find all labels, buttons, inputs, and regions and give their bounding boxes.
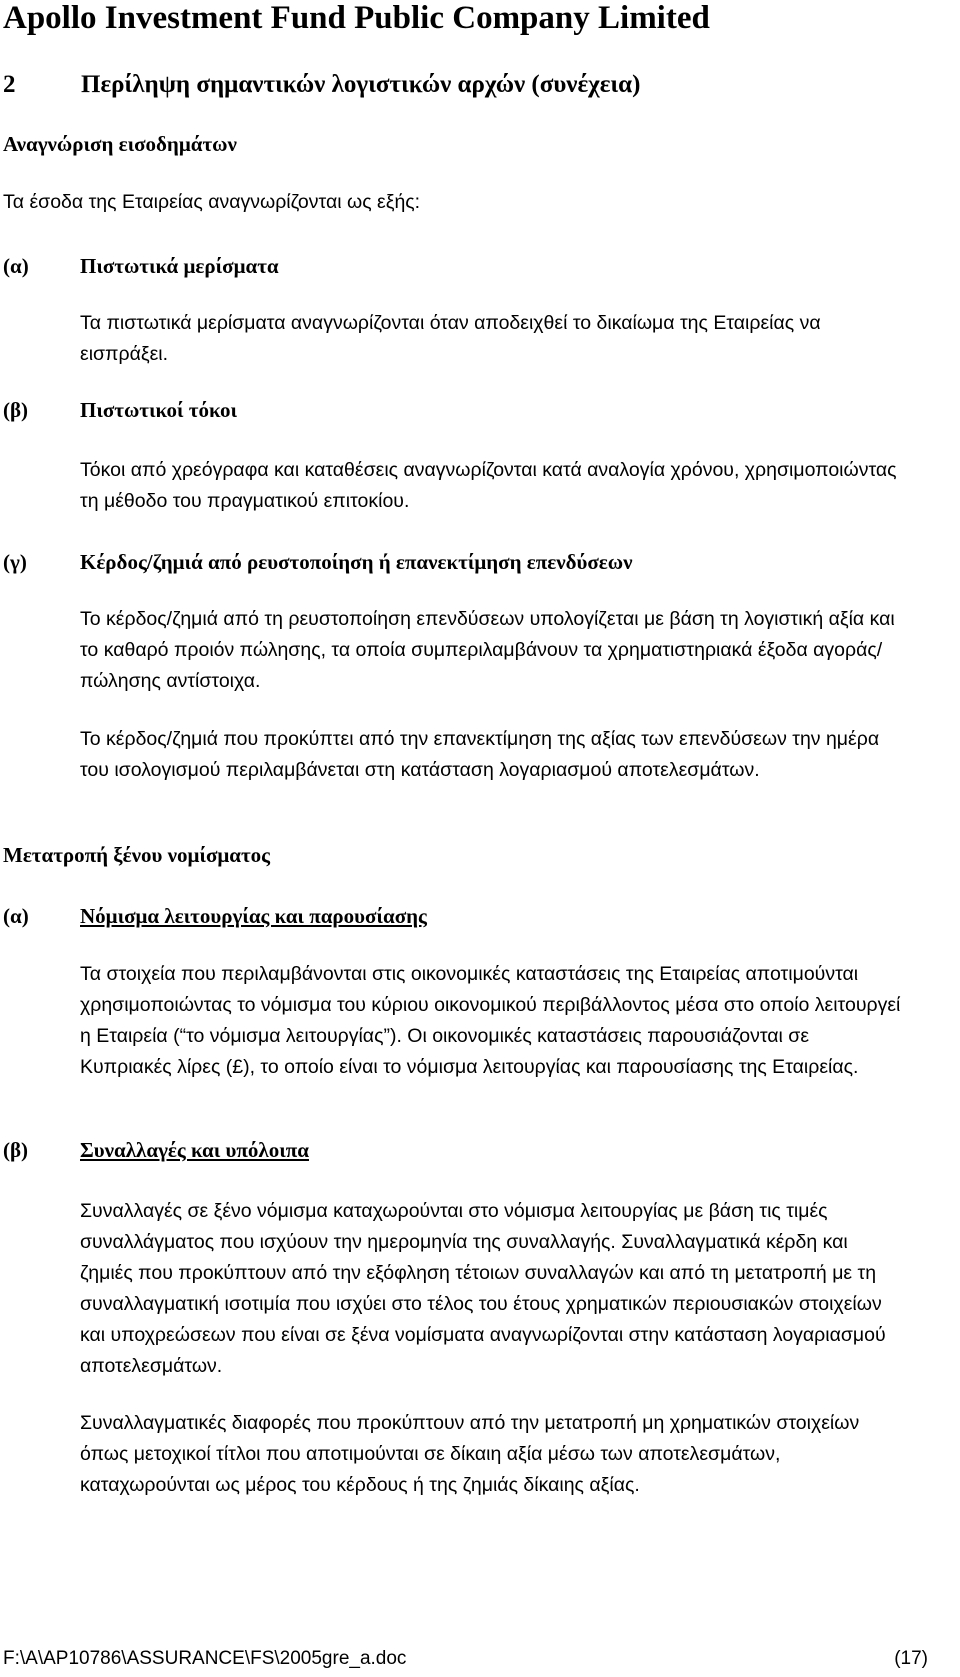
item-label-a: (α) [3, 254, 29, 278]
section-title [3, 71, 640, 99]
item-label-b: (β) [3, 398, 29, 422]
footer-file-path: F:\A\AP10786\ASSURANCE\FS\2005gre_a.doc [3, 1648, 407, 1669]
document-title: Apollo Investment Fund Public Company Limited [3, 0, 710, 36]
currency-title-functional: Νόμισμα λειτουργίας και παρουσίασης [80, 904, 427, 928]
paragraph-dividends: Τα πιστωτικά μερίσματα αναγνωρίζονται όταν αποδειχθεί το δικαίωμα της Εταιρείας να εισπράξει. [80, 312, 821, 365]
paragraph-realisation: Το κέρδος/ζημιά από τη ρευστοποίηση επενδύσεων υπολογίζεται με βάση τη λογιστική αξία και το καθαρό προιόν πώλησης, τα οποία συμπεριλαμβάνουν τα χρηματιστηριακά έξοδα αγοράς/πώλησης αντίστοιχα. [80, 608, 895, 692]
paragraph-revaluation: Το κέρδος/ζημιά που προκύπτει από την επανεκτίμηση της αξίας των επενδύσεων την ημέρα του ισολογισμού περιλαμβάνεται στη κατάσταση λογαριασμού αποτελεσμάτων. [80, 728, 880, 781]
item-title-investment-gains: Κέρδος/ζημιά από ρευστοποίηση ή επανεκτίμηση επενδύσεων [80, 550, 633, 574]
paragraph-functional-currency: Τα στοιχεία που περιλαμβάνονται στις οικονομικές καταστάσεις της Εταιρείας αποτιμούνται χρησιμοποιώντας το νόμισμα του κύριου οικονομικού περιβάλλοντος μέσα στο οποίο λειτουργεί η Εταιρεία (“το νόμισμα λειτουργίας”). Οι οικονομικές καταστάσεις παρουσιάζονται σε Κυπριακές λίρες (£), το οποίο είναι το νόμισμα λειτουργίας και παρουσίασης της Εταιρείας. [80, 963, 901, 1078]
item-title-interest: Πιστωτικοί τόκοι [80, 398, 238, 422]
currency-heading: Μετατροπή ξένου νομίσματος [3, 843, 271, 867]
item-label-c: (γ) [3, 550, 27, 574]
revenue-intro: Τα έσοδα της Εταιρείας αναγνωρίζονται ως εξής: [3, 191, 421, 213]
currency-label-b: (β) [3, 1138, 29, 1162]
revenue-heading: Αναγνώριση εισοδημάτων [3, 132, 237, 156]
item-title-dividends: Πιστωτικά μερίσματα [80, 254, 279, 278]
paragraph-transactions: Συναλλαγές σε ξένο νόμισμα καταχωρούνται στο νόμισμα λειτουργίας με βάση τις τιμές συναλλάγματος που ισχύουν την ημερομηνία της συναλλαγής. Συναλλαγματικά κέρδη και ζημιές που προκύπτουν από την εξόφληση τέτοιων συναλλαγών και από τη μετατροπή με τη συναλλαγματική ισοτιμία που ισχύει στο τέλος του έτους χρηματικών περιουσιακών στοιχείων και υποχρεώσεων που είναι σε ξένα νομίσματα αναγνωρίζονται στην κατάσταση λογαριασμού αποτελεσμάτων. [80, 1200, 886, 1377]
section-number: 2 [3, 71, 16, 98]
page-number: (17) [894, 1648, 928, 1669]
currency-title-transactions: Συναλλαγές και υπόλοιπα [80, 1138, 309, 1162]
paragraph-interest: Τόκοι από χρεόγραφα και καταθέσεις αναγνωρίζονται κατά αναλογία χρόνου, χρησιμοποιώντας τη μέθοδο του πραγματικού επιτοκίου. [80, 459, 897, 512]
currency-label-a: (α) [3, 904, 29, 928]
section-title-text: Περίληψη σημαντικών λογιστικών αρχών (συνέχεια) [81, 71, 641, 98]
paragraph-non-monetary: Συναλλαγματικές διαφορές που προκύπτουν από την μετατροπή μη χρηματικών στοιχείων όπως μετοχικοί τίτλοι που αποτιμούνται σε δίκαιη αξία μέσω των αποτελεσμάτων, καταχωρούνται ως μέρος του κέρδους ή της ζημιάς δίκαιης αξίας. [80, 1412, 860, 1496]
